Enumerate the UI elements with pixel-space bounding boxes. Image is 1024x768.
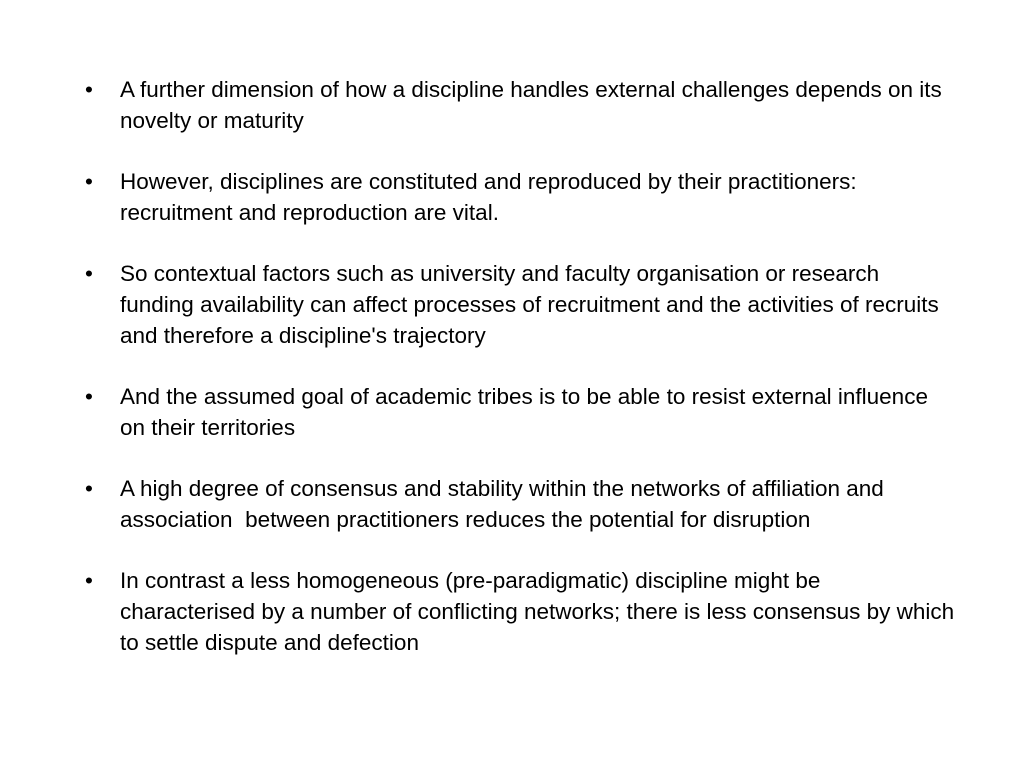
bullet-mark: • xyxy=(85,384,93,409)
bullet-item-6 xyxy=(85,565,961,658)
bullet-list xyxy=(85,74,961,658)
bullet-mark: • xyxy=(85,169,93,194)
bullet-text: So contextual factors such as university and faculty organisation or research funding availability can affect processes of recruitment and the activities of recruits and therefore a discipline's trajectory xyxy=(120,261,946,348)
bullet-item-1 xyxy=(85,74,955,136)
bullet-text: A high degree of consensus and stability within the networks of affiliation and association between practitioners reduces the potential for disruption xyxy=(120,476,891,532)
bullet-text: And the assumed goal of academic tribes is to be able to resist external influence on their territories xyxy=(120,384,935,440)
bullet-item-5 xyxy=(85,473,955,535)
bullet-item-3 xyxy=(85,258,955,351)
bullet-mark: • xyxy=(85,261,93,286)
bullet-item-2 xyxy=(85,166,955,228)
bullet-text: In contrast a less homogeneous (pre-paradigmatic) discipline might be characterised by a number of conflicting networks; there is less consensus by which to settle dispute and defection xyxy=(120,568,961,655)
bullet-text: However, disciplines are constituted and reproduced by their practitioners: recruitment and reproduction are vital. xyxy=(120,169,863,225)
bullet-mark: • xyxy=(85,77,93,102)
bullet-item-4 xyxy=(85,381,955,443)
bullet-mark: • xyxy=(85,568,93,593)
bullet-text: A further dimension of how a discipline handles external challenges depends on its novelty or maturity xyxy=(120,77,949,133)
bullet-mark: • xyxy=(85,476,93,501)
